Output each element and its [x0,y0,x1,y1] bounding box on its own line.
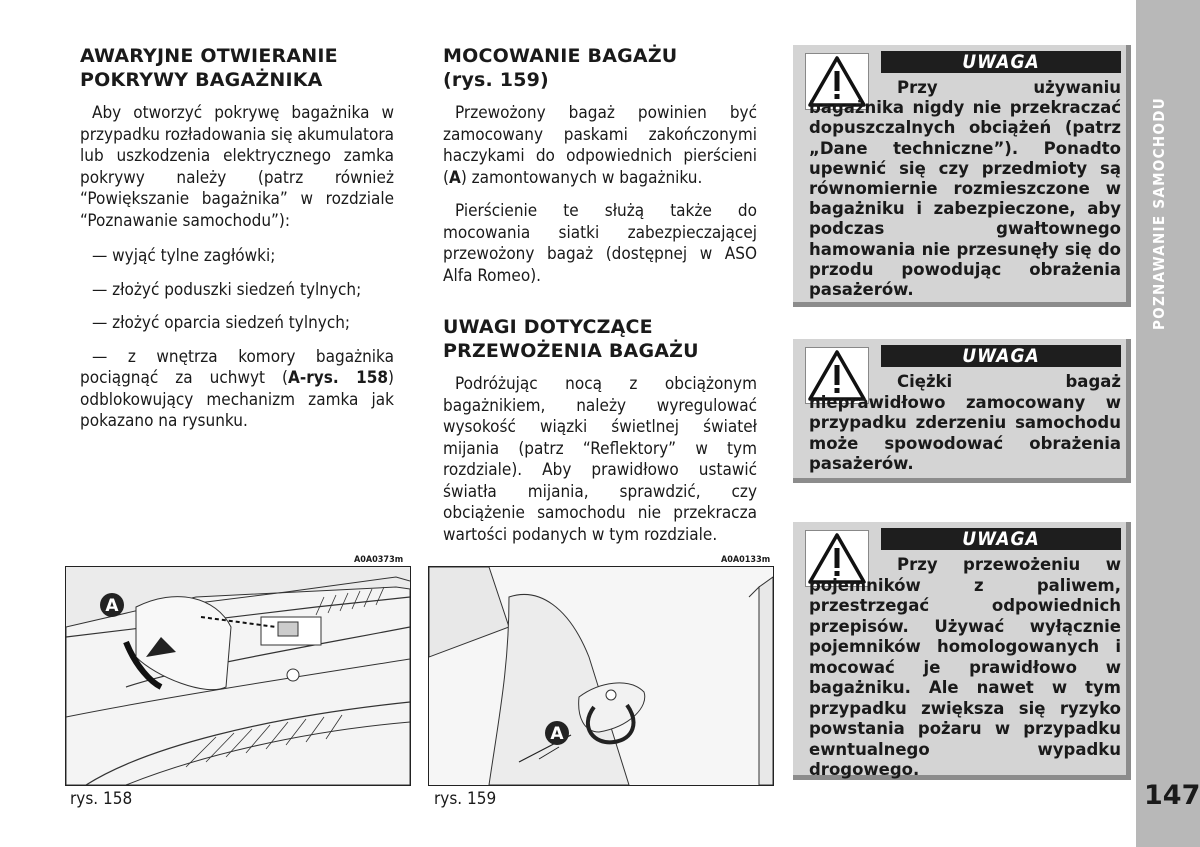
luggage-ring-illustration [429,567,773,785]
chapter-title [1150,290,1168,330]
transport-notes-text: Podróżując nocą z obciążonym bagażnikiem, należy wyregulować wysokość wiązki świetlnej świateł mijania (patrz “Reflektory” w tym rozdziale). Aby prawidłowo ustawić światła mijania, sprawdzić, czy obciążenie samochodu nie przekracza wartości podanych w tym rozdziale. [443,374,757,545]
page-number: 147 [1144,780,1200,811]
step-item: — wyjąć tylne zagłówki; [92,246,276,266]
warning-text: Przy używaniu bagażnika nigdy nie przekraczać dopuszczalnych obciążeń (patrz „Dane techniczne”). Ponadto upewnić się czy przedmioty są równomiernie rozmieszczone w bagażniku i zabezpieczone, aby podczas gwałtownego hamowania nie przesunęły się do przodu powodując obrażenia pasażerów. [809,78,1121,300]
trunk-lock-illustration [66,567,410,785]
warning-title: UWAGA [881,51,1121,73]
step-item: — złożyć oparcia siedzeń tylnych; [92,313,351,333]
section-heading-transport-notes: UWAGI DOTYCZĄCE PRZEWOŻENIA BAGAŻU [443,316,699,362]
chapter-sidebar [1136,0,1200,847]
step-item: — złożyć poduszki siedzeń tylnych; [92,279,362,300]
ring-reference: A [448,167,461,188]
figure-158-trunk-lock [65,566,411,786]
figure-code: A0A0133m [721,555,771,565]
warning-text: Ciężki bagaż nieprawidłowo zamocowany w przypadku zderzeniu samochodu może spowodować obrażenia pasażerów. [809,372,1121,473]
warning-box [793,522,1131,780]
warning-title: UWAGA [881,528,1121,550]
emergency-opening-intro: Aby otworzyć pokrywę bagażnika w przypadku rozładowania się akumulatora lub uszkodzenia elektrycznego zamka pokrywy należy (patrz również “Powiększanie bagażnika” w rozdziale “Poznawanie samochodu”): [80,103,394,231]
warning-text: Przy przewożeniu w pojemników z paliwem, przestrzegać odpowiednich przepisów. Używać wyłącznie pojemników homologowanych i mocować je prawidłowo w bagażniku. Ale nawet w tym przypadku zwiększa się ryzyko powstania pożaru w przypadku ewntualnego wypadku drogowego. [809,555,1121,779]
section-heading-luggage-fastening: MOCOWANIE BAGAŻU (rys. 159) [443,45,678,91]
figure-reference: A-rys. 158 [288,368,389,388]
figure-158-caption: rys. 158 [70,789,133,809]
rings-usage-text: Pierścienie te służą także do mocowania siatki zabezpieczającej przewożony bagaż (dostępnej w ASO Alfa Romeo). [443,201,757,286]
middle-column [443,44,757,546]
step-item-last: — z wnętrza komory bagażnika pociągnąć za uchwyt (A-rys. 158) odblokowujący mechanizm zamka jak pokazano na rysunku. [80,346,394,431]
figure-label-a: A [105,596,119,616]
warning-title: UWAGA [881,345,1121,367]
luggage-fastening-text: Przewożony bagaż powinien być zamocowany paskami zakończonymi haczykami do odpowiednich pierścieni (A) zamontowanych w bagażniku. [443,103,757,188]
warning-box [793,45,1131,307]
figure-label-a: A [550,724,564,744]
warning-box [793,339,1131,483]
left-column [80,44,394,433]
figure-159-caption: rys. 159 [434,789,497,809]
figure-code: A0A0373m [354,555,404,565]
section-heading-emergency-opening: AWARYJNE OTWIERANIE POKRYWY BAGAŻNIKA [80,45,338,91]
figure-159-luggage-ring [428,566,774,786]
